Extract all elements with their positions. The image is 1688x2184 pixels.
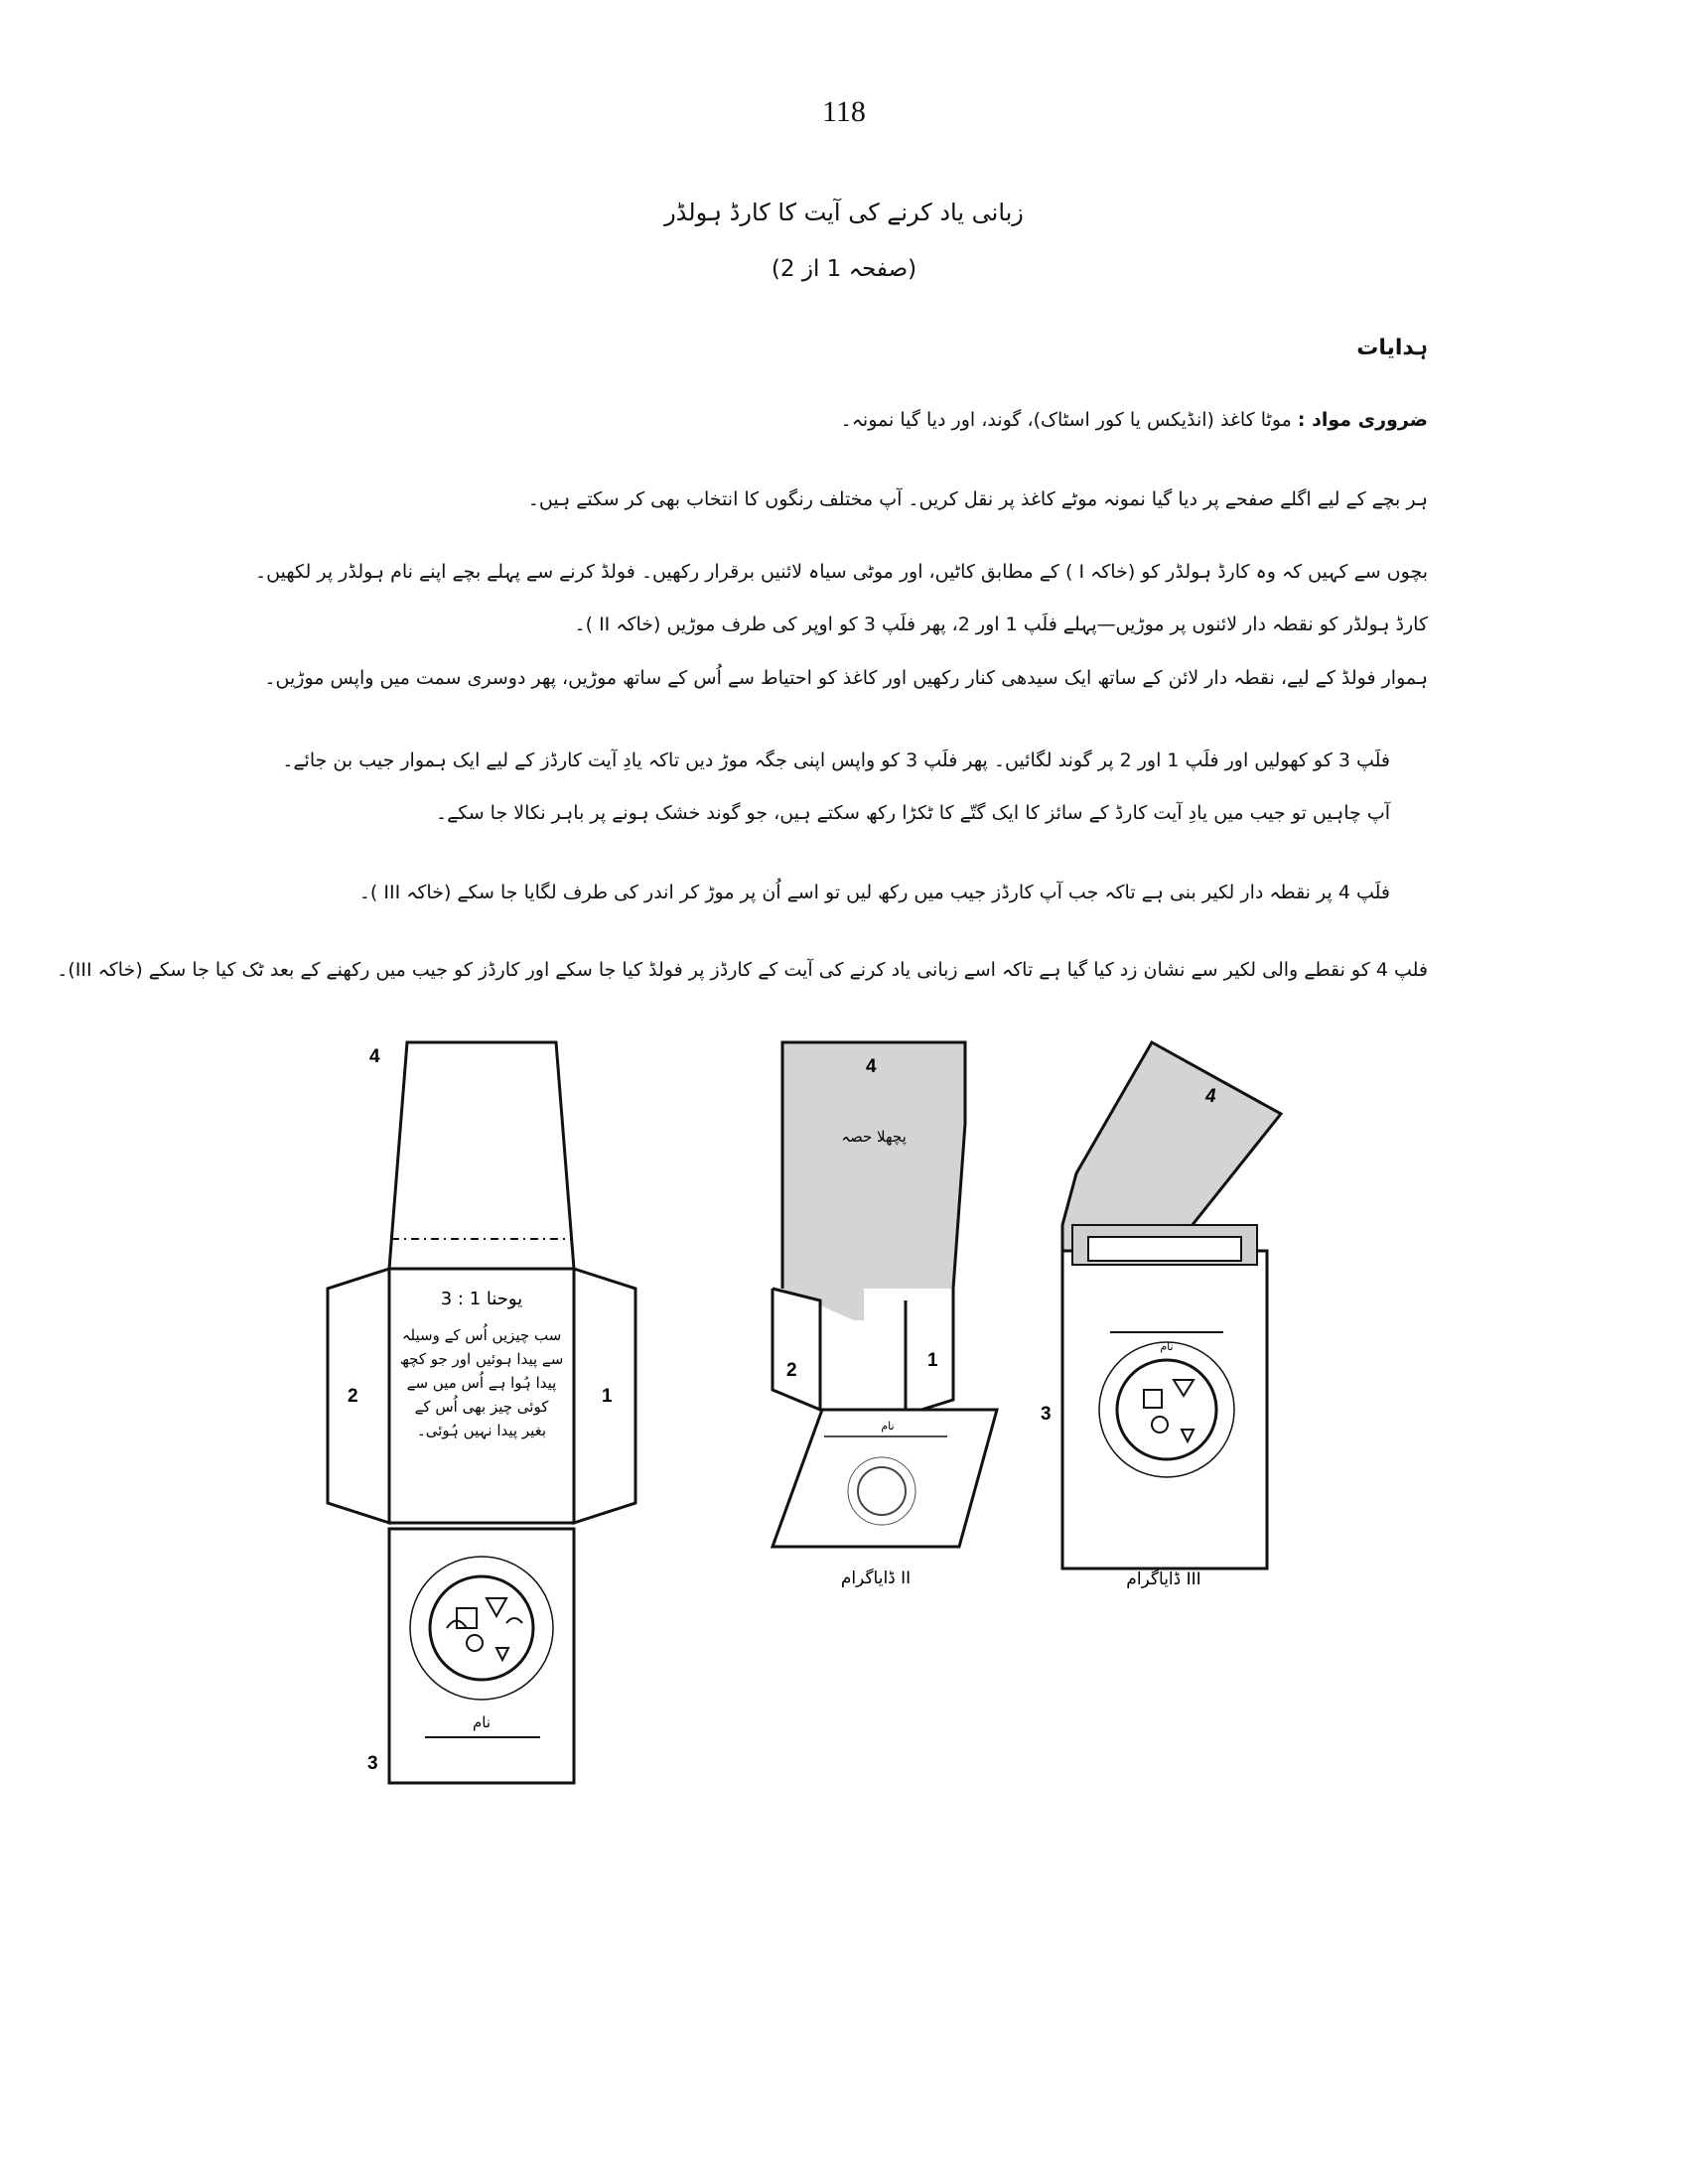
verse-line: سب چیزیں اُس کے وسیلہ	[401, 1326, 562, 1344]
instruction-paragraph: بچوں سے کہیں کہ وہ کارڈ ہولڈر کو (خاکہ I ) کے مطابق کاٹیں، اور موٹی سیاہ لائنیں برقرار رکھیں۔ فولڈ کرنے سے پہلے بچے اپنے نام ہولڈر پر لکھیں۔	[254, 561, 1428, 583]
materials-text: موٹا کاغذ (انڈیکس یا کور اسٹاک)، گوند، اور دیا گیا نمونہ۔	[840, 409, 1292, 431]
verse-line: سے پیدا ہوئیں اور جو کچھ	[399, 1350, 564, 1368]
diagram-3-finished	[1041, 1042, 1281, 1598]
flap-4-shape	[1062, 1042, 1281, 1251]
instruction-paragraph: آپ چاہیں تو جیب میں یادِ آیت کارڈ کے سائز کا ایک گتّے کا ٹکڑا رکھ سکتے ہیں، جو گوند خشک ہونے پر باہر نکالا جا سکے۔	[435, 802, 1390, 824]
name-label: نام	[881, 1420, 895, 1433]
instruction-paragraph: کارڈ ہولڈر کو نقطہ دار لائنوں پر موڑیں—پہلے فلَپ 1 اور 2، پھر فلَپ 3 کو اوپر کی طرف موڑیں (خاکہ II )۔	[574, 614, 1428, 635]
flap-label-2: 2	[786, 1360, 797, 1381]
verse-line: کوئی چیز بھی اُس کے	[414, 1398, 549, 1416]
flap-3-shape	[389, 1529, 574, 1783]
flap-4-shape	[389, 1042, 574, 1269]
verse-reference: یوحنا 1 : 3	[440, 1289, 523, 1309]
page-subtitle: (صفحہ 1 از 2)	[771, 256, 917, 282]
instruction-paragraph: فلَپ 3 کو کھولیں اور فلَپ 1 اور 2 پر گوند لگائیں۔ پھر فلَپ 3 کو واپس اپنی جگہ موڑ دیں تاکہ یادِ آیت کارڈز کے لیے ایک ہموار جیب بن جائے۔	[282, 750, 1390, 771]
flap-2-shape	[328, 1269, 389, 1523]
diagram-1-template	[298, 1032, 655, 1797]
name-label: نام	[1160, 1340, 1174, 1353]
name-label: نام	[472, 1713, 492, 1731]
flap-label-4: 4	[1205, 1086, 1216, 1107]
flap-label-1: 1	[602, 1386, 613, 1407]
illustration-icon	[447, 1598, 522, 1660]
instructions-heading: ہدایات	[1356, 336, 1428, 360]
flap-label-4: 4	[866, 1056, 877, 1077]
materials-line	[841, 409, 1428, 431]
diagram-caption: ڈایاگرام III	[1126, 1570, 1201, 1589]
diagram-2-folding	[765, 1042, 1053, 1598]
instruction-paragraph: فلَپ 4 پر نقطہ دار لکیر بنی ہے تاکہ جب آپ کارڈز جیب میں رکھ لیں تو اسے اُن پر موڑ کر اندر کی طرف لگایا جا سکے (خاکہ III )۔	[358, 882, 1390, 903]
pocket-shape	[1062, 1251, 1267, 1569]
materials-label: ضروری مواد :	[1297, 409, 1428, 431]
flap-label-3: 3	[1041, 1404, 1052, 1425]
flap-2-shape	[773, 1289, 820, 1410]
back-panel-shape	[782, 1042, 965, 1320]
flap-label-2: 2	[348, 1386, 358, 1407]
verse-line: بغیر پیدا نہیں ہُوئی۔	[416, 1422, 547, 1439]
card-top	[1088, 1237, 1241, 1261]
flap-label-4: 4	[369, 1046, 380, 1067]
page-title: زبانی یاد کرنے کی آیت کا کارڈ ہولڈر	[664, 199, 1024, 226]
page-number: 118	[822, 95, 866, 128]
instruction-paragraph: ہموار فولڈ کے لیے، نقطہ دار لائن کے ساتھ ایک سیدھی کنار رکھیں اور کاغذ کو احتیاط سے اُس کے ساتھ موڑیں، پھر دوسری سمت میں واپس موڑیں۔	[264, 667, 1428, 689]
instruction-paragraph: فلپ 4 کو نقطے والی لکیر سے نشان زد کیا گیا ہے تاکہ اسے زبانی یاد کرنے کی آیت کے کارڈز پر فولڈ کیا جا سکے اور کارڈز کو جیب میں رکھنے کے بعد ٹک کیا جا سکے (خاکہ III)۔	[57, 959, 1428, 981]
flap-label-3: 3	[367, 1753, 378, 1774]
instruction-paragraph: ہر بچے کے لیے اگلے صفحے پر دیا گیا نمونہ موٹے کاغذ پر نقل کریں۔ آپ مختلف رنگوں کا انتخاب بھی کر سکتے ہیں۔	[527, 488, 1428, 510]
flap-label-1: 1	[927, 1350, 938, 1371]
circle-inner	[430, 1576, 533, 1680]
verse-line: پیدا ہُوا ہے اُس میں سے	[406, 1374, 557, 1392]
diagram-caption: ڈایاگرام II	[840, 1569, 912, 1588]
circle-outer	[410, 1557, 553, 1700]
back-panel-label: پچھلا حصہ	[841, 1128, 907, 1146]
